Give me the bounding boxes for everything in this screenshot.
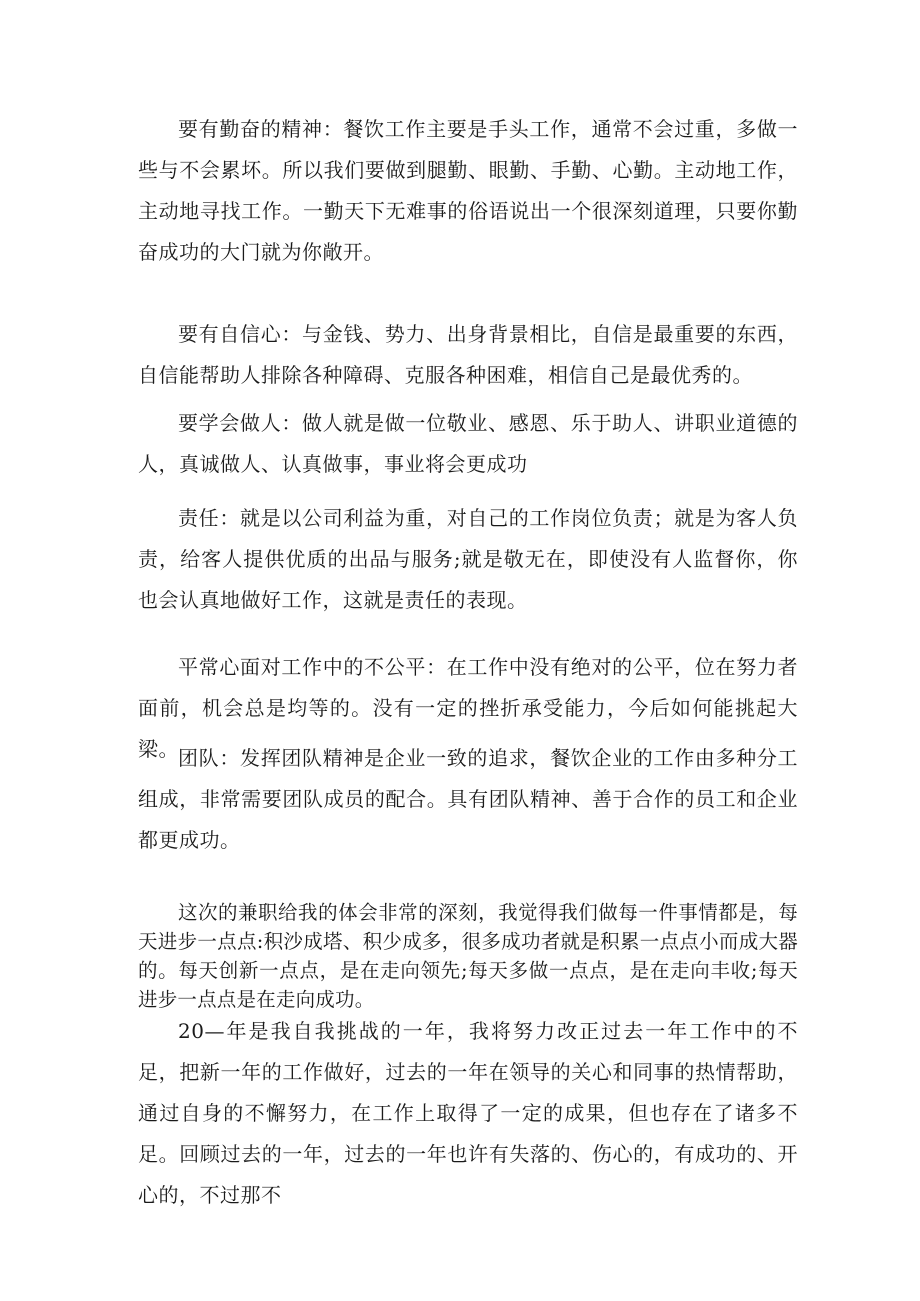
paragraph-year-review: 20—年是我自我挑战的一年，我将努力改正过去一年工作中的不足，把新一年的工作做好，过去的一年在领导的关心和同事的热情帮助，通过自身的不懈努力，在工作上取得了一定的成果，但也存在了诸多不足。回顾过去的一年，过去的一年也许有失落的、伤心的，有成功的、开心的，不过那不 xyxy=(138,1019,798,1207)
paragraph-teamwork: 团队：发挥团队精神是企业一致的追求，餐饮企业的工作由多种分工组成，非常需要团队成员的配合。具有团队精神、善于合作的员工和企业都更成功。 xyxy=(138,746,798,852)
paragraph-diligence: 要有勤奋的精神：餐饮工作主要是手头工作，通常不会过重，多做一些与不会累坏。所以我们要做到腿勤、眼勤、手勤、心勤。主动地工作，主动地寻找工作。一勤天下无难事的俗语说出一个很深刻道理，只要你勤奋成功的大门就为你敞开。 xyxy=(138,117,798,264)
paragraph-confidence: 要有自信心：与金钱、势力、出身背景相比，自信是最重要的东西，自信能帮助人排除各种障碍、克服各种困难，相信自己是最优秀的。 xyxy=(138,322,798,387)
paragraph-conduct: 要学会做人：做人就是做一位敬业、感恩、乐于助人、讲职业道德的人，真诚做人、认真做事，事业将会更成功 xyxy=(138,411,798,476)
paragraph-responsibility: 责任：就是以公司利益为重，对自己的工作岗位负责；就是为客人负责，给客人提供优质的出品与服务;就是敬无在，即使没有人监督你，你也会认真地做好工作，这就是责任的表现。 xyxy=(138,506,798,612)
paragraph-fairness: 平常心面对工作中的不公平：在工作中没有绝对的公平，位在努力者面前，机会总是均等的。没有一定的挫折承受能力，今后如何能挑起大梁。 xyxy=(138,655,798,761)
paragraph-reflection: 这次的兼职给我的体会非常的深刻，我觉得我们做每一件事情都是，每天进步一点点:积沙成塔、积少成多，很多成功者就是积累一点点小而成大器的。每天创新一点点，是在走向领先;每天多做一点点，是在走向丰收;每天进步一点点是在走向成功。 xyxy=(138,901,798,1011)
